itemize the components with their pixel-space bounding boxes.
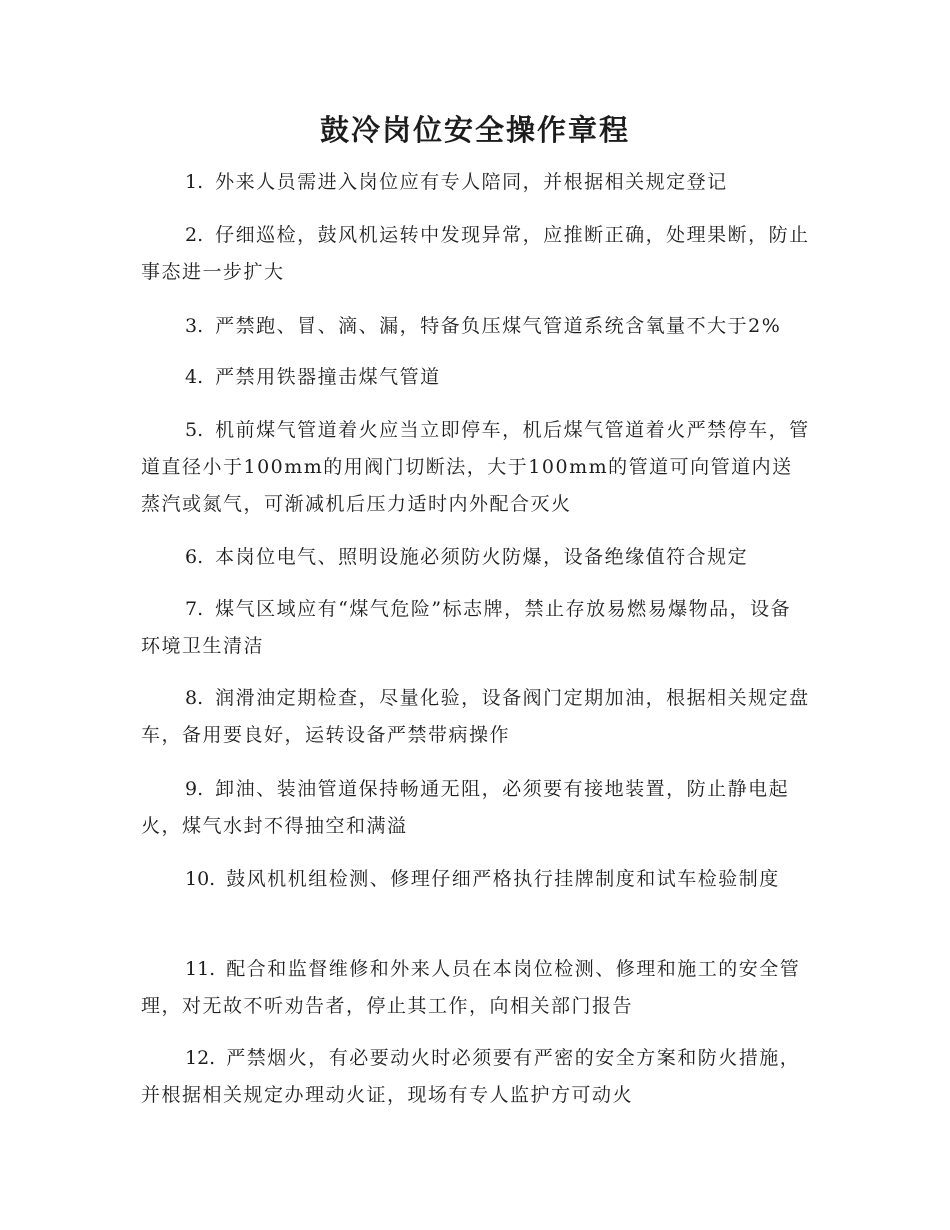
item-number: 3. (185, 315, 204, 337)
item-number: 4. (185, 366, 204, 388)
list-item (141, 951, 811, 1025)
list-item (141, 539, 811, 576)
list-item (141, 1040, 811, 1114)
list-item (141, 861, 811, 898)
item-text: 严禁跑、冒、滴、漏，特备负压煤气管道系统含氧量不大于2% (215, 315, 782, 337)
list-item (141, 680, 811, 754)
item-number: 1. (185, 171, 204, 193)
list-item (141, 217, 811, 291)
list-item (141, 359, 811, 396)
item-number: 2. (185, 224, 204, 246)
item-text: 严禁用铁器撞击煤气管道 (215, 366, 441, 388)
item-text: 外来人员需进入岗位应有专人陪同，并根据相关规定登记 (215, 171, 728, 193)
item-text: 配合和监督维修和外来人员在本岗位检测、修理和施工的安全管理，对无故不听劝告者，停止其工作，向相关部门报告 (141, 958, 801, 1017)
item-text: 鼓风机机组检测、修理仔细严格执行挂牌制度和试车检验制度 (226, 868, 780, 890)
list-item (141, 412, 811, 523)
item-number: 12. (185, 1047, 216, 1069)
item-number: 5. (185, 419, 204, 441)
list-item (141, 164, 811, 201)
item-number: 10. (185, 868, 216, 890)
item-text: 润滑油定期检查，尽量化验，设备阀门定期加油，根据相关规定盘车，备用要良好，运转设备严禁带病操作 (141, 687, 810, 746)
item-text: 机前煤气管道着火应当立即停车，机后煤气管道着火严禁停车，管道直径小于100mm的用阀门切断法，大于100mm的管道可向管道内送蒸汽或氮气，可渐减机后压力适时内外配合灭火 (141, 419, 810, 515)
item-text: 仔细巡检，鼓风机运转中发现异常，应推断正确，处理果断，防止事态进一步扩大 (141, 224, 810, 283)
item-number: 11. (185, 958, 216, 980)
item-number: 9. (185, 778, 204, 800)
list-item (141, 771, 811, 845)
item-text: 卸油、装油管道保持畅通无阻，必须要有接地装置，防止静电起火，煤气水封不得抽空和满溢 (141, 778, 790, 837)
item-number: 7. (185, 598, 204, 620)
item-text: 严禁烟火，有必要动火时必须要有严密的安全方案和防火措施，并根据相关规定办理动火证，现场有专人监护方可动火 (141, 1047, 801, 1106)
item-text: 煤气区域应有“煤气危险”标志牌，禁止存放易燃易爆物品，设备环境卫生清洁 (141, 598, 792, 657)
item-number: 6. (185, 546, 204, 568)
list-item (141, 591, 811, 665)
list-item (141, 308, 811, 345)
page-title: 鼓冷岗位安全操作章程 (319, 113, 630, 147)
item-text: 本岗位电气、照明设施必须防火防爆，设备绝缘值符合规定 (215, 546, 749, 568)
item-number: 8. (185, 687, 204, 709)
